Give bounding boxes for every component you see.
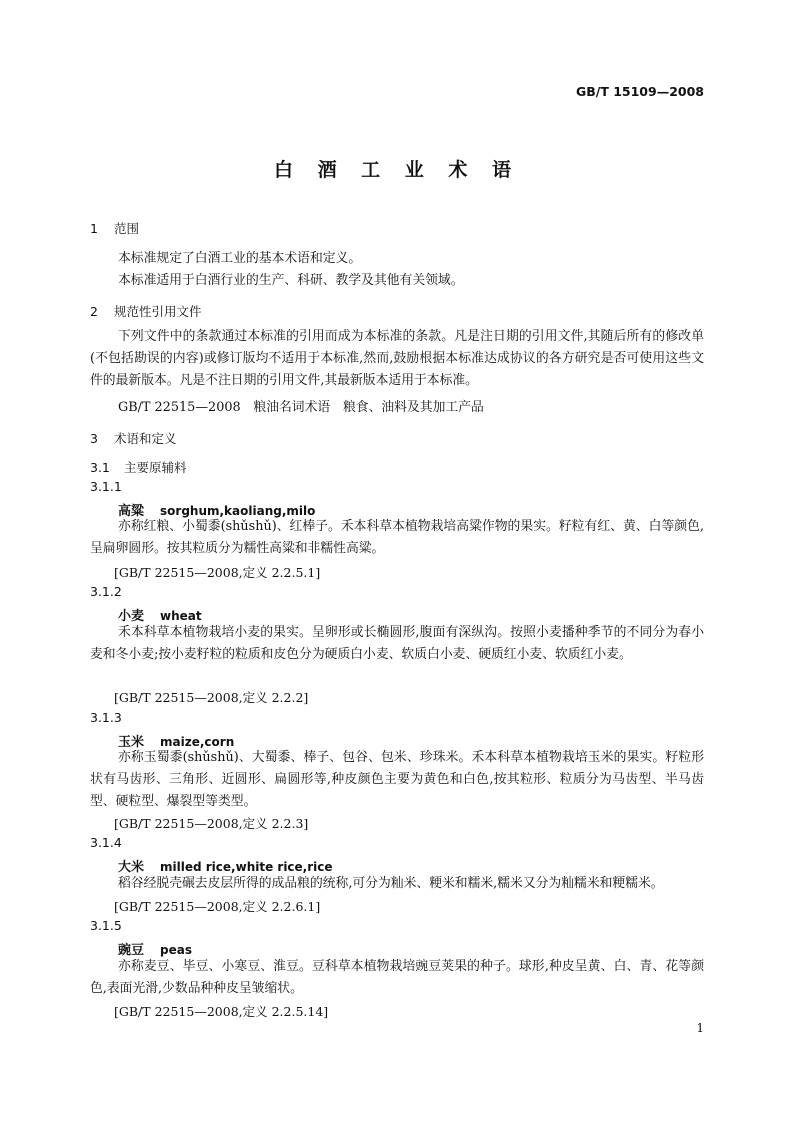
section-3-number: 3 (90, 431, 98, 446)
subsection-3-1-heading (90, 458, 187, 476)
term-number: 3.1.2 (90, 584, 122, 599)
term-number: 3.1.4 (90, 835, 122, 850)
term-number: 3.1.5 (90, 918, 122, 933)
term-reference: [GB/T 22515—2008,定义 2.2.6.1] (114, 899, 321, 914)
section-1-line-1: 本标准规定了白酒工业的基本术语和定义。 (118, 251, 362, 266)
section-1-title: 范围 (114, 221, 140, 236)
term-definition: 稻谷经脱壳碾去皮层所得的成品粮的统称,可分为籼米、粳米和糯米,糯米又分为籼糯米和粳糯米。 (118, 876, 664, 891)
term-reference: [GB/T 22515—2008,定义 2.2.5.14] (114, 1004, 329, 1019)
term-name-en: sorghum,kaoliang,milo (160, 504, 316, 518)
section-1-number: 1 (90, 221, 98, 236)
section-1-heading (90, 219, 139, 237)
term-reference: [GB/T 22515—2008,定义 2.2.2] (114, 690, 309, 705)
term-name-zh: 豌豆 (118, 943, 145, 958)
subsection-3-1-number: 3.1 (90, 460, 110, 475)
term-definition: 禾本科草本植物栽培小麦的果实。呈卵形或长椭圆形,腹面有深纵沟。按照小麦播种季节的不同分为春小麦和冬小麦;按小麦籽粒的粒质和皮色分为硬质白小麦、软质白小麦、硬质红小麦、软质红小麦。 (90, 625, 704, 662)
term-name-en: maize,corn (160, 735, 235, 749)
term-name-zh: 玉米 (118, 735, 145, 750)
term-number: 3.1.1 (90, 479, 122, 494)
term-number: 3.1.3 (90, 710, 122, 725)
term-name-zh: 高粱 (118, 504, 145, 519)
section-2-title: 规范性引用文件 (114, 304, 202, 319)
subsection-3-1-title: 主要原辅料 (124, 460, 187, 475)
section-2-heading (90, 302, 202, 320)
term-reference: [GB/T 22515—2008,定义 2.2.3] (114, 816, 309, 831)
section-2-paragraph: 下列文件中的条款通过本标准的引用而成为本标准的条款。凡是注日期的引用文件,其随后所有的修改单(不包括勘误的内容)或修订版均不适用于本标准,然而,鼓励根据本标准达成协议的各方研究是否可使用这些文件的最新版本。凡是不注日期的引用文件,其最新版本适用于本标准。 (90, 329, 704, 388)
term-definition: 亦称红粮、小蜀黍(shǔshǔ)、红棒子。禾本科草本植物栽培高粱作物的果实。籽粒有红、黄、白等颜色,呈扁卵圆形。按其粒质分为糯性高粱和非糯性高粱。 (90, 519, 704, 556)
term-name-zh: 大米 (118, 860, 145, 875)
section-3-title: 术语和定义 (114, 431, 177, 446)
term-reference: [GB/T 22515—2008,定义 2.2.5.1] (114, 565, 321, 580)
term-definition: 亦称玉蜀黍(shǔshǔ)、大蜀黍、棒子、包谷、包米、珍珠米。禾本科草本植物栽培玉米的果实。籽粒形状有马齿形、三角形、近圆形、扁圆形等,种皮颜色主要为黄色和白色,按其粒形、粒质分为马齿型、半马齿型、硬粒型、爆裂型等类型。 (90, 750, 704, 809)
section-3-heading (90, 429, 177, 447)
term-definition: 亦称麦豆、毕豆、小寒豆、淮豆。豆科草本植物栽培豌豆荚果的种子。球形,种皮呈黄、白、青、花等颜色,表面光滑,少数品种种皮呈皱缩状。 (90, 959, 704, 996)
term-name-en: peas (160, 943, 192, 957)
section-2-number: 2 (90, 304, 98, 319)
page-number: 1 (696, 1021, 704, 1035)
document-title: 白 酒 工 业 术 语 (273, 159, 521, 181)
section-2-reference: GB/T 22515—2008 粮油名词术语 粮食、油料及其加工产品 (118, 400, 484, 415)
section-1-line-2: 本标准适用于白酒行业的生产、科研、教学及其他有关领域。 (118, 273, 464, 288)
term-name-zh: 小麦 (118, 609, 145, 624)
term-name-en: wheat (160, 609, 202, 623)
term-name-en: milled rice,white rice,rice (160, 860, 333, 874)
standard-code: GB/T 15109—2008 (575, 84, 704, 99)
